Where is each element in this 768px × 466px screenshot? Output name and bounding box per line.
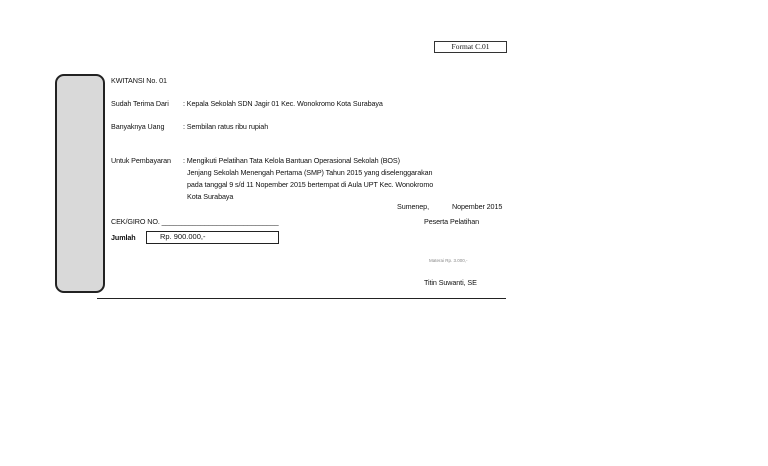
purpose-line-3: pada tanggal 9 s/d 11 Nopember 2015 bertempat di Aula UPT Kec. Wonokromo (187, 180, 434, 189)
purpose-line-4: Kota Surabaya (187, 192, 234, 201)
cek-giro-label: CEK/GIRO NO. ______________________________ (111, 217, 279, 226)
received-from-label: Sudah Terima Dari (111, 99, 169, 108)
date: Nopember 2015 (452, 202, 503, 211)
bottom-divider (97, 298, 506, 299)
receipt-title: KWITANSI No. 01 (111, 76, 167, 85)
purpose-line-1: : Mengikuti Pelatihan Tata Kelola Bantuan Operasional Sekolah (BOS) (183, 156, 400, 165)
materai-stamp: Materai Rp. 3.000,- (429, 258, 468, 263)
amount-words-label: Banyaknya Uang (111, 122, 165, 131)
receipt-stub (55, 74, 105, 293)
purpose-line-2: Jenjang Sekolah Menengah Pertama (SMP) Tahun 2015 yang diselenggarakan (187, 168, 433, 177)
received-from-value: : Kepala Sekolah SDN Jagir 01 Kec. Wonokromo Kota Surabaya (183, 99, 383, 108)
amount-box: Rp. 900.000,- (146, 231, 279, 244)
amount-words-value: : Sembilan ratus ribu rupiah (183, 122, 269, 131)
signer-name: Titin Suwanti, SE (424, 278, 477, 287)
place: Sumenep, (397, 202, 429, 211)
format-label: Format C.01 (434, 41, 507, 53)
purpose-label: Untuk Pembayaran (111, 156, 171, 165)
peserta-label: Peserta Pelatihan (424, 217, 480, 226)
jumlah-label: Jumlah (111, 233, 136, 242)
